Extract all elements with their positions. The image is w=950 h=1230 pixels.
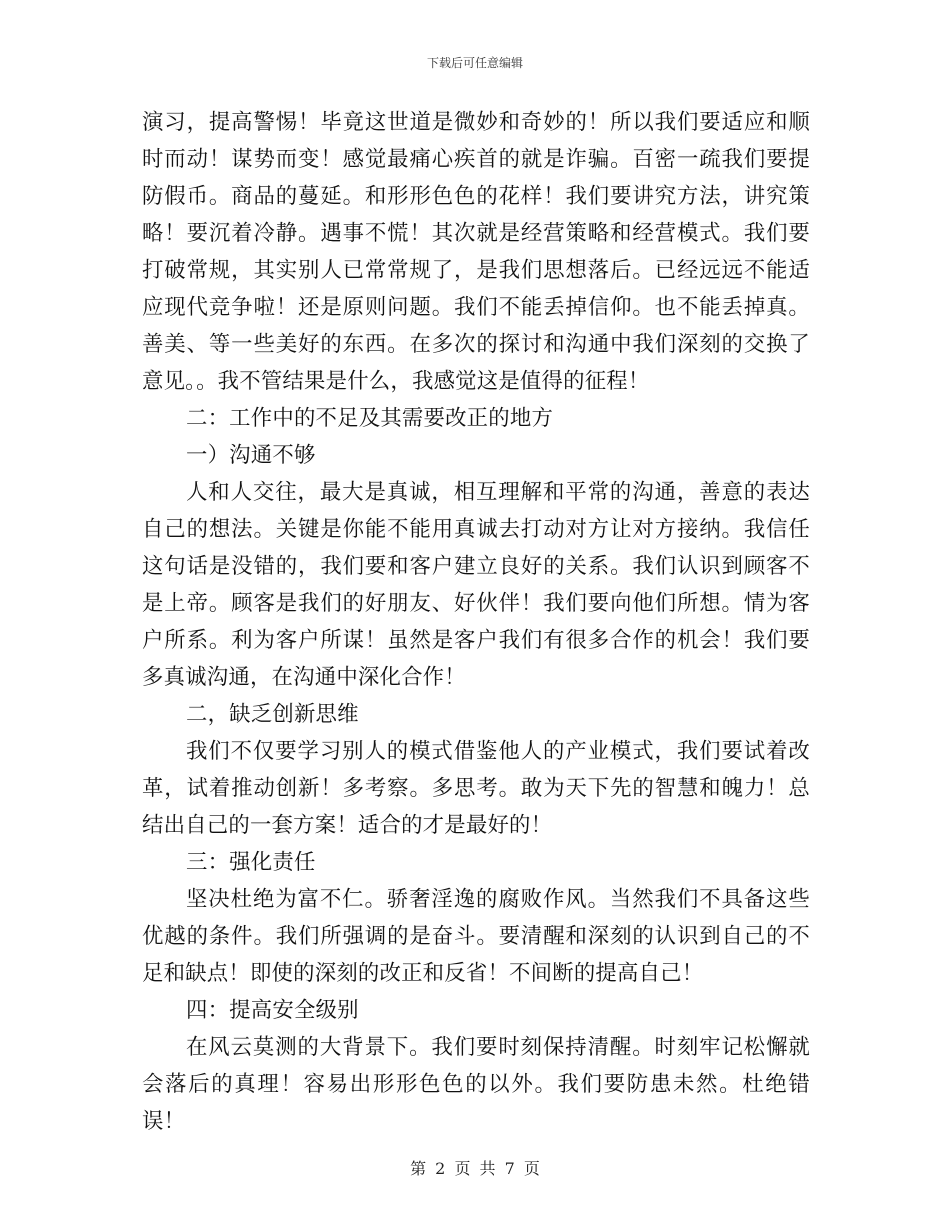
paragraph-communication: 人和人交往，最大是真诚，相互理解和平常的沟通，善意的表达自己的想法。关键是你能不能用真诚去打动对方让对方接纳。我信任这句话是没错的，我们要和客户建立良好的关系。我们认识到顾客不是上帝。顾客是我们的好朋友、好伙伴！我们要向他们所想。情为客户所系。利为客户所谋！虽然是客户我们有很多合作的机会！我们要多真诚沟通，在沟通中深化合作！ (142, 480, 810, 690)
document-body (142, 104, 810, 1140)
paragraph-innovation: 我们不仅要学习别人的模式借鉴他人的产业模式，我们要试着改革，试着推动创新！多考察。多思考。敢为天下先的智慧和魄力！总结出自己的一套方案！适合的才是最好的！ (142, 739, 810, 838)
subheading-safety: 四：提高安全级别 (186, 998, 359, 1023)
subheading-communication: 一）沟通不够 (186, 443, 316, 468)
paragraph-continuation: 演习，提高警惕！毕竟这世道是微妙和奇妙的！所以我们要适应和顺时而动！谋势而变！感觉最痛心疾首的就是诈骗。百密一疏我们要提防假币。商品的蔓延。和形形色色的花样！我们要讲究方法，讲究策略！要沉着冷静。遇事不慌！其次就是经营策略和经营模式。我们要打破常规，其实别人已常常规了，是我们思想落后。已经远远不能适应现代竞争啦！还是原则问题。我们不能丢掉信仰。也不能丢掉真。善美、等一些美好的东西。在多次的探讨和沟通中我们深刻的交换了意见。。我不管结果是什么，我感觉这是值得的征程！ (142, 110, 810, 394)
subheading-responsibility: 三：强化责任 (186, 850, 316, 875)
section-heading-shortcomings: 二：工作中的不足及其需要改正的地方 (186, 406, 554, 431)
page-number-footer: 第 2 页 共 7 页 (410, 1159, 540, 1178)
paragraph-responsibility: 坚决杜绝为富不仁。骄奢淫逸的腐败作风。当然我们不具备这些优越的条件。我们所强调的是奋斗。要清醒和深刻的认识到自己的不足和缺点！即使的深刻的改正和反省！不间断的提高自己！ (142, 887, 810, 986)
page-header: 下载后可任意编辑 (426, 56, 523, 70)
subheading-innovation: 二，缺乏创新思维 (186, 702, 359, 727)
paragraph-safety: 在风云莫测的大背景下。我们要时刻保持清醒。时刻牢记松懈就会落后的真理！容易出形形色色的以外。我们要防患未然。杜绝错误！ (142, 1035, 810, 1134)
